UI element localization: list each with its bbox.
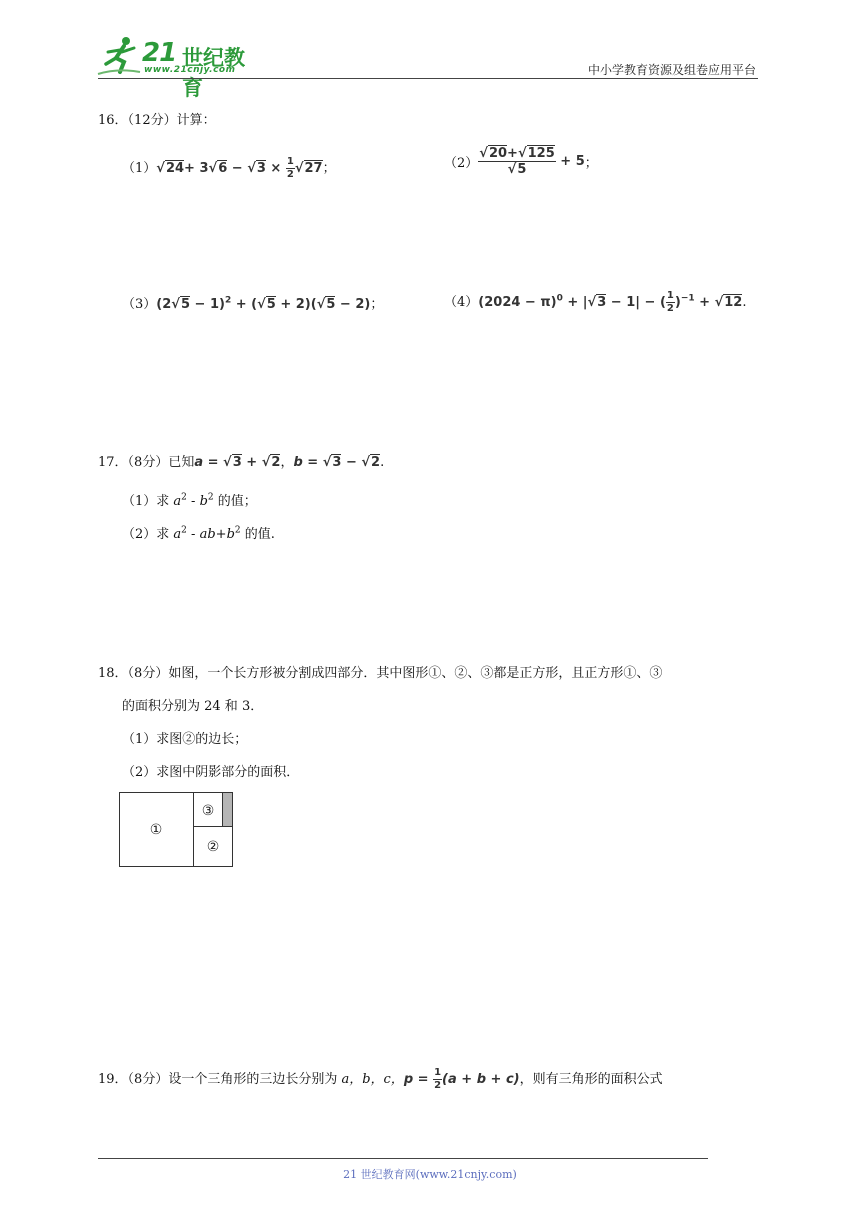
q16-part3: $(3)(2√5 - 1)^2 + (√5 + 2)(√5 - 2)$； [122,295,384,312]
header-divider [98,78,758,79]
q19-text: 19．（8分）设一个三角形的三边长分别为 a，b，c，p = $\frac{1}{2}$ (a + b + c)，则有三角形的面积公式 [98,1067,663,1091]
square1-label: ① [149,822,163,838]
runner-icon [94,34,142,78]
q16-p3-label: （3） [122,297,157,312]
q17-part2: （2）求 $a^2 - ab+b^2$ 的值. [122,525,275,542]
logo-number: 21 [142,38,177,68]
q18-line2: 的面积分别为 24 和 3． [122,699,264,714]
q16-part2: （2） $\frac{√20+√125}{√5}$ + 5； [444,146,598,177]
outer-rectangle [120,793,233,867]
footer-link[interactable]: 21 世纪教育网(www.21cnjy.com) [343,1168,517,1181]
q16-title: 16．（12分）计算： [98,113,216,128]
shaded-region [223,793,232,826]
header-tagline: 中小学教育资源及组卷应用平台 [587,63,756,77]
q18-figure [119,792,233,867]
q17-part1: （1）求 $a^2 - b^2$ 的值； [122,492,257,509]
footer-divider [98,1158,708,1159]
square3-label: ③ [201,803,215,819]
q17-title: 17．（8分）已知a = √3 + √2，b = √3 − √2. [98,455,385,470]
logo-url: www.21cnjy.com [144,65,236,75]
q16-p4-label: （4） [444,295,479,310]
q18-line1: 18．（8分）如图，一个长方形被分割成四部分．其中图形①、②、③都是正方形，且正方形①、③ [98,666,663,681]
q16-part4: $(4)(2024 - \pi)^0 + |√3 - 1|$ − ( $\frac{1}{2}$ )$^{-1}$ + √12. [444,290,747,314]
square2-label: ② [206,839,220,855]
q16-p2-label: （2） [444,156,479,171]
q18-part1: （1）求图②的边长； [122,732,248,747]
q16-p1-label: （1） [122,161,157,176]
site-logo [94,34,264,100]
q18-part2: （2）求图中阴影部分的面积． [122,765,300,780]
logo-chinese: 世纪教育 [182,46,245,100]
q16-part1: （1）√24+ 3√6 − √3 × $\frac{1}{2}$ √27； [122,156,336,180]
